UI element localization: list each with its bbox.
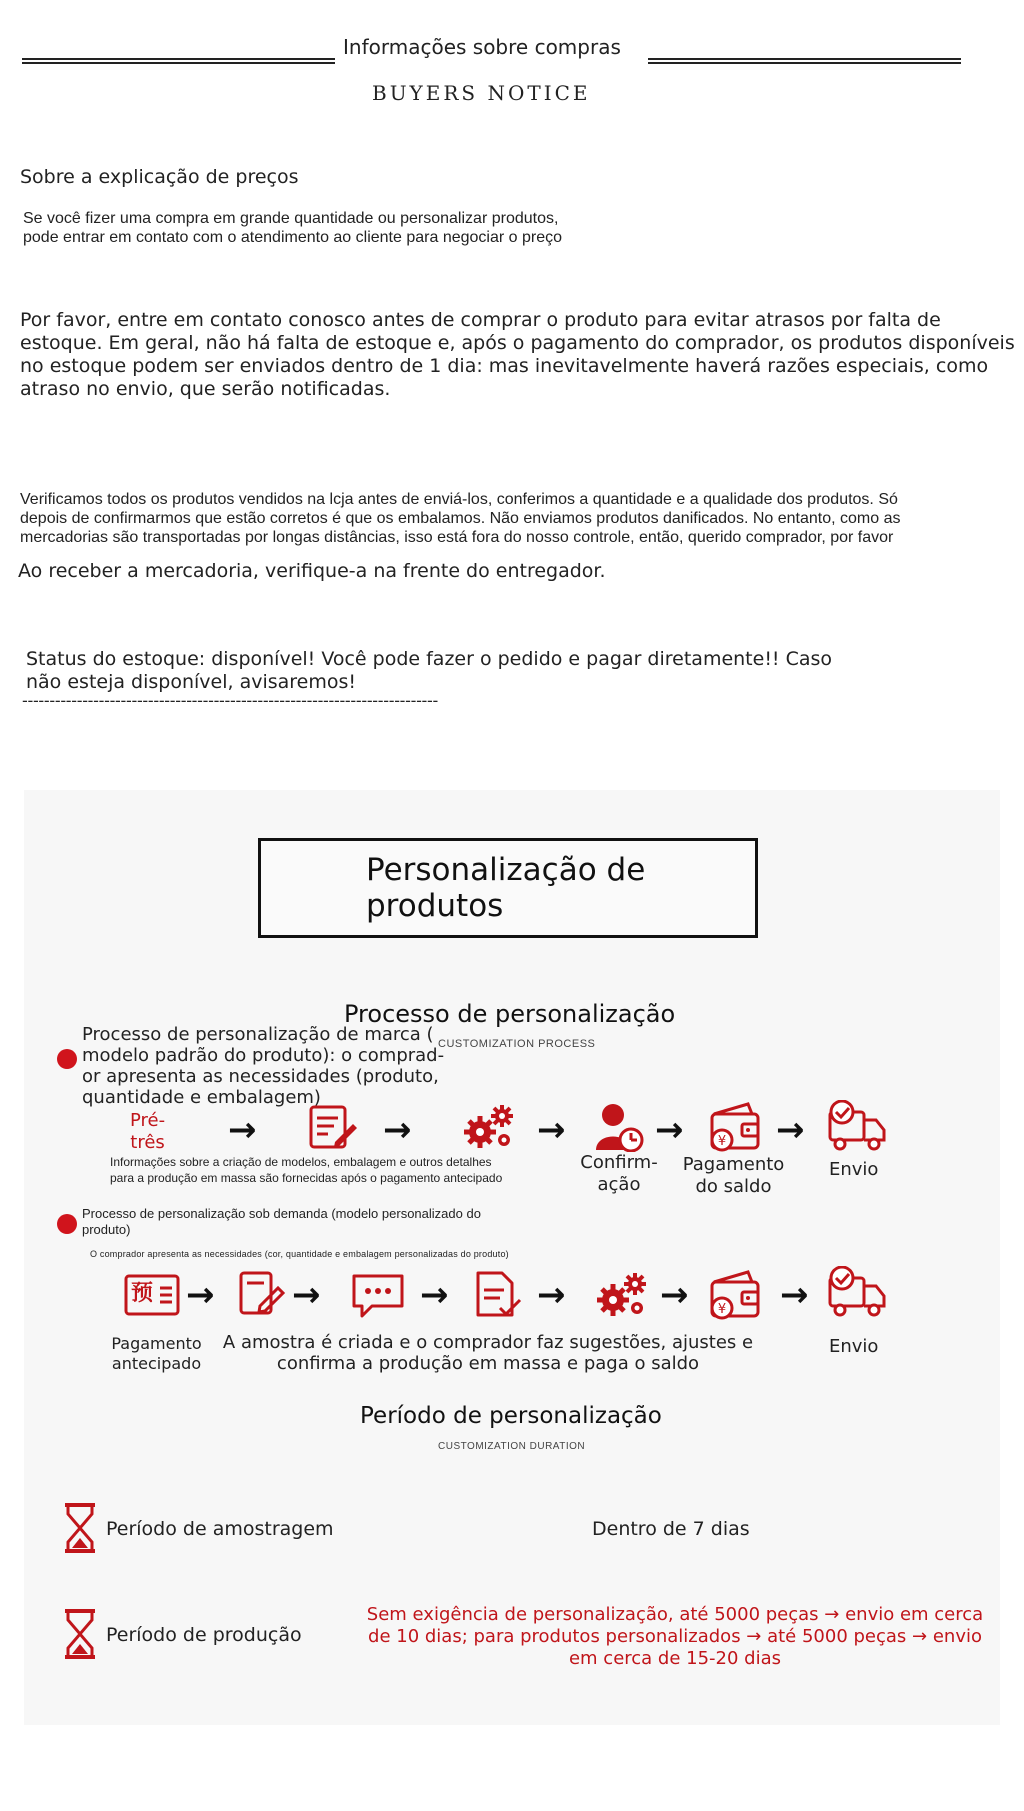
- balance-payment-label: [676, 1154, 791, 1198]
- page-title: Informações sobre compras: [343, 35, 621, 59]
- dashed-divider: ----------------------------------------------------------------------------: [22, 691, 438, 710]
- confirm-line: Confirm-: [580, 1152, 658, 1173]
- arrow-icon: →: [537, 1110, 566, 1150]
- arrow-icon: →: [660, 1275, 689, 1315]
- document-edit-icon: [308, 1104, 358, 1152]
- sample-period-label: Período de amostragem: [106, 1518, 334, 1540]
- bullet-dot: [57, 1049, 77, 1069]
- adv-line: Pagamento: [111, 1334, 202, 1353]
- check-paragraph-line: Ao receber a mercadoria, verifique-a na frente do entregador.: [18, 560, 606, 582]
- svg-text:¥: ¥: [717, 1134, 727, 1149]
- info-text: [110, 1154, 502, 1186]
- adv-line: antecipado: [111, 1354, 202, 1373]
- info-line: para a produção em massa são fornecidas após o pagamento antecipado: [110, 1171, 503, 1185]
- prod-line: Sem exigência de personalização, até 5000 peças → envio em cerca: [366, 1604, 984, 1625]
- production-period-value: [345, 1604, 1005, 1670]
- document-check-icon: [474, 1270, 522, 1320]
- truck-check-icon: [826, 1266, 888, 1318]
- prod-line: de 10 dias; para produtos personalizados → até 5000 peças → envio: [368, 1626, 982, 1647]
- confirm-line: ação: [597, 1174, 641, 1195]
- advance-glyph: 预: [131, 1281, 154, 1306]
- demand-note: O comprador apresenta as necessidades (cor, quantidade e embalagem personalizadas do produto): [90, 1249, 509, 1259]
- gears-icon: [593, 1270, 649, 1320]
- period-subtitle: CUSTOMIZATION DURATION: [438, 1441, 586, 1452]
- person-clock-icon: [593, 1102, 645, 1152]
- edit-tag-icon: [238, 1270, 286, 1320]
- demand-process-text: [82, 1206, 481, 1238]
- arrow-icon: →: [186, 1275, 215, 1315]
- chat-bubble-icon: [350, 1272, 406, 1320]
- stock-paragraph-line: estoque. Em geral, não há falta de estoque e, após o pagamento do comprador, os produtos disponíveis: [20, 332, 1015, 354]
- shipping-label: Envio: [829, 1159, 879, 1180]
- sample-line: A amostra é criada e o comprador faz sugestões, ajustes e: [222, 1332, 754, 1353]
- sample-period-value: Dentro de 7 dias: [592, 1518, 750, 1540]
- stock-paragraph-line: Por favor, entre em contato conosco antes de comprar o produto para evitar atrasos por falta de: [20, 309, 941, 331]
- customization-title-line: Personalização de: [366, 852, 646, 888]
- arrow-icon: →: [780, 1275, 809, 1315]
- customization-title-line: produtos: [366, 888, 504, 924]
- info-line: Informações sobre a criação de modelos, embalagem e outros detalhes: [110, 1155, 492, 1169]
- advance-payment-icon: [124, 1274, 180, 1316]
- stock-paragraph-line: no estoque podem ser enviados dentro de 1 dia: mas inevitavelmente haverá razões especiais, como: [20, 355, 989, 377]
- check-paragraph-line: Verificamos todos os produtos vendidos na lcja antes de enviá-los, conferimos a quantidade e a qualidade dos produtos. Só: [20, 491, 898, 508]
- arrow-icon: →: [228, 1110, 257, 1150]
- arrow-icon: →: [776, 1110, 805, 1150]
- header-rule-left: [22, 58, 335, 64]
- price-line: pode entrar em contato com o atendimento ao cliente para negociar o preço: [23, 229, 562, 246]
- brand-process-text: [82, 1024, 444, 1108]
- demand-line: produto): [82, 1222, 131, 1237]
- hourglass-icon: [62, 1608, 98, 1660]
- wallet-yen-icon: [708, 1268, 764, 1320]
- bullet-dot: [57, 1214, 77, 1234]
- arrow-icon: →: [292, 1275, 321, 1315]
- arrow-icon: →: [655, 1110, 684, 1150]
- arrow-icon: →: [383, 1110, 412, 1150]
- stock-status-line: Status do estoque: disponível! Você pode fazer o pedido e pagar diretamente!! Caso: [26, 648, 833, 670]
- stock-paragraph-line: atraso no envio, que serão notificadas.: [20, 378, 391, 400]
- hourglass-icon: [62, 1502, 98, 1554]
- confirmation-label: [575, 1152, 663, 1196]
- sample-line: confirma a produção em massa e paga o saldo: [276, 1353, 700, 1374]
- page-subtitle: BUYERS NOTICE: [372, 81, 591, 105]
- process-subtitle: CUSTOMIZATION PROCESS: [438, 1038, 596, 1050]
- brand-line: or apresenta as necessidades (produto,: [82, 1066, 439, 1087]
- arrow-icon: →: [537, 1275, 566, 1315]
- price-heading: Sobre a explicação de preços: [20, 166, 299, 188]
- pre-line: Pré-: [130, 1110, 166, 1131]
- balance-line: Pagamento: [682, 1154, 785, 1175]
- check-paragraph-line: depois de confirmarmos que estão corretos é que os embalamos. Não enviamos produtos danificados. No entanto, como as: [20, 510, 901, 527]
- header-rule-right: [648, 58, 961, 64]
- gears-icon: [460, 1102, 516, 1152]
- pre-line: três: [130, 1132, 165, 1153]
- sample-process-label: [218, 1332, 758, 1374]
- customization-title: [366, 852, 645, 924]
- balance-line: do saldo: [695, 1176, 772, 1197]
- brand-line: Processo de personalização de marca (: [82, 1024, 434, 1045]
- truck-check-icon: [826, 1100, 888, 1152]
- svg-text:¥: ¥: [717, 1302, 727, 1317]
- production-period-label: Período de produção: [106, 1624, 302, 1646]
- check-paragraph-line: mercadorias são transportadas por longas distâncias, isso está fora do nosso controle, então, querido comprador, por favor: [20, 529, 894, 546]
- prod-line: em cerca de 15-20 dias: [568, 1648, 782, 1669]
- process-title: Processo de personalização: [344, 1000, 676, 1028]
- pre-tres-label: [130, 1110, 165, 1154]
- demand-line: Processo de personalização sob demanda (modelo personalizado do: [82, 1206, 481, 1221]
- price-line: Se você fizer uma compra em grande quantidade ou personalizar produtos,: [23, 210, 559, 227]
- advance-payment-label: [104, 1334, 209, 1374]
- brand-line: quantidade e embalagem): [82, 1087, 321, 1108]
- stock-status-line: não esteja disponível, avisaremos!: [26, 671, 357, 693]
- period-title: Período de personalização: [360, 1403, 662, 1429]
- arrow-icon: →: [420, 1275, 449, 1315]
- wallet-yen-icon: [708, 1100, 764, 1152]
- shipping-label: Envio: [829, 1336, 879, 1357]
- brand-line: modelo padrão do produto): o comprad-: [82, 1045, 445, 1066]
